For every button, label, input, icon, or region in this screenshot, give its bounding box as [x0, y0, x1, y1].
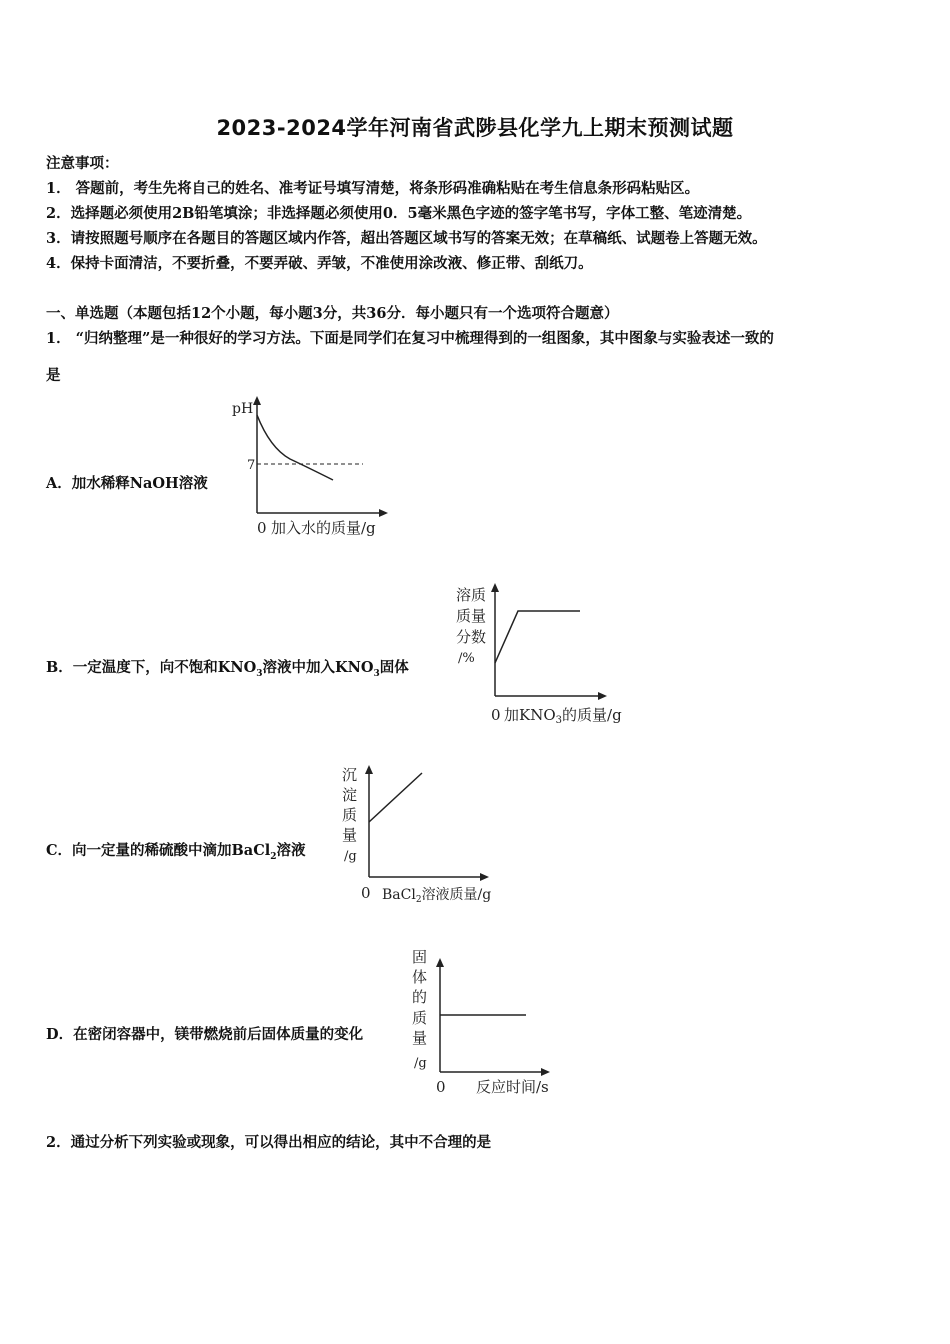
graph-d-ylabel: 量 [412, 1029, 428, 1047]
graph-a-yref: 7 [247, 458, 256, 473]
graph-d-ylabel: /g [414, 1056, 427, 1071]
graph-b-ylabel: /% [458, 651, 475, 666]
graph-c-ylabel: /g [344, 849, 357, 864]
option-b-label: B．一定温度下，向不饱和$KNO_3$溶液中加入$KNO_3$固体 [46, 659, 409, 679]
option-a-graph [225, 393, 405, 543]
graph-d-ylabel: 质 [412, 1009, 428, 1027]
graph-d-ylabel: 固 [412, 948, 428, 966]
graph-b-ylabel: 质量 [456, 607, 487, 625]
graph-d-ylabel: 体 [412, 968, 428, 986]
graph-b-xlabel: 加$KNO_3$的质量/g [504, 706, 622, 726]
notice-item: 1． 答题前，考生先将自己的姓名、准考证号填写清楚，将条形码准确粘贴在考生信息条形码粘贴区。 [46, 180, 700, 197]
question-1-stem-cont: 是 [46, 367, 61, 384]
graph-d-origin: 0 [436, 1078, 446, 1096]
option-c-graph [336, 760, 516, 910]
option-d-graph [408, 945, 568, 1097]
section-heading: 一、单选题（本题包括12个小题，每小题3分，共36分．每小题只有一个选项符合题意） [46, 305, 619, 322]
graph-a-xlabel: 加入水的质量/g [271, 519, 376, 537]
notice-item: 3．请按照题号顺序在各题目的答题区域内作答，超出答题区域书写的答案无效；在草稿纸、试题卷上答题无效。 [46, 230, 767, 247]
graph-b-ylabel: 分数 [456, 628, 487, 646]
graph-c-ylabel: 沉 [342, 766, 358, 784]
option-c-label: C．向一定量的稀硫酸中滴加BaCl$_2$溶液 [46, 842, 306, 862]
option-b-graph [452, 580, 652, 730]
graph-c-x-arrow [480, 873, 489, 881]
graph-a-y-arrow [253, 396, 261, 405]
graph-d-xlabel: 反应时间/s [476, 1078, 549, 1096]
graph-d-ylabel: 的 [412, 988, 428, 1006]
graph-a-ylabel: pH [232, 401, 254, 417]
graph-a-origin: 0 [257, 519, 267, 537]
graph-d-y-arrow [436, 958, 444, 967]
graph-b-y-arrow [491, 583, 499, 592]
graph-c-ylabel: 淀 [342, 786, 358, 804]
graph-c-y-arrow [365, 765, 373, 774]
graph-b-ylabel: 溶质 [456, 586, 487, 604]
question-2-stem: 2．通过分析下列实验或现象，可以得出相应的结论，其中不合理的是 [46, 1134, 492, 1151]
question-1-stem: 1． “归纳整理”是一种很好的学习方法。下面是同学们在复习中梳理得到的一组图象，其中图象与实验表述一致的 [46, 330, 774, 347]
graph-c-ylabel: 量 [342, 826, 358, 844]
graph-a-curve [257, 415, 333, 480]
graph-a-x-arrow [379, 509, 388, 517]
graph-c-curve [369, 773, 422, 822]
notice-item: 4．保持卡面清洁，不要折叠，不要弄破、弄皱，不准使用涂改液、修正带、刮纸刀。 [46, 255, 593, 272]
option-d-label: D．在密闭容器中，镁带燃烧前后固体质量的变化 [46, 1026, 364, 1043]
option-a-label: A．加水稀释NaOH溶液 [46, 475, 208, 492]
graph-b-curve [495, 611, 580, 663]
graph-c-origin: 0 [361, 884, 371, 902]
notice-heading: 注意事项： [46, 155, 119, 172]
graph-c-ylabel: 质 [342, 806, 358, 824]
graph-d-x-arrow [541, 1068, 550, 1076]
notice-item: 2．选择题必须使用2B铅笔填涂；非选择题必须使用0．5毫米黑色字迹的签字笔书写，字体工整、笔迹清楚。 [46, 205, 752, 222]
page-title: 2023-2024学年河南省武陟县化学九上期末预测试题 [216, 116, 734, 140]
graph-c-xlabel: BaCl$_2$溶液质量/g [382, 887, 492, 905]
graph-b-x-arrow [598, 692, 607, 700]
graph-b-origin: 0 [491, 706, 501, 724]
